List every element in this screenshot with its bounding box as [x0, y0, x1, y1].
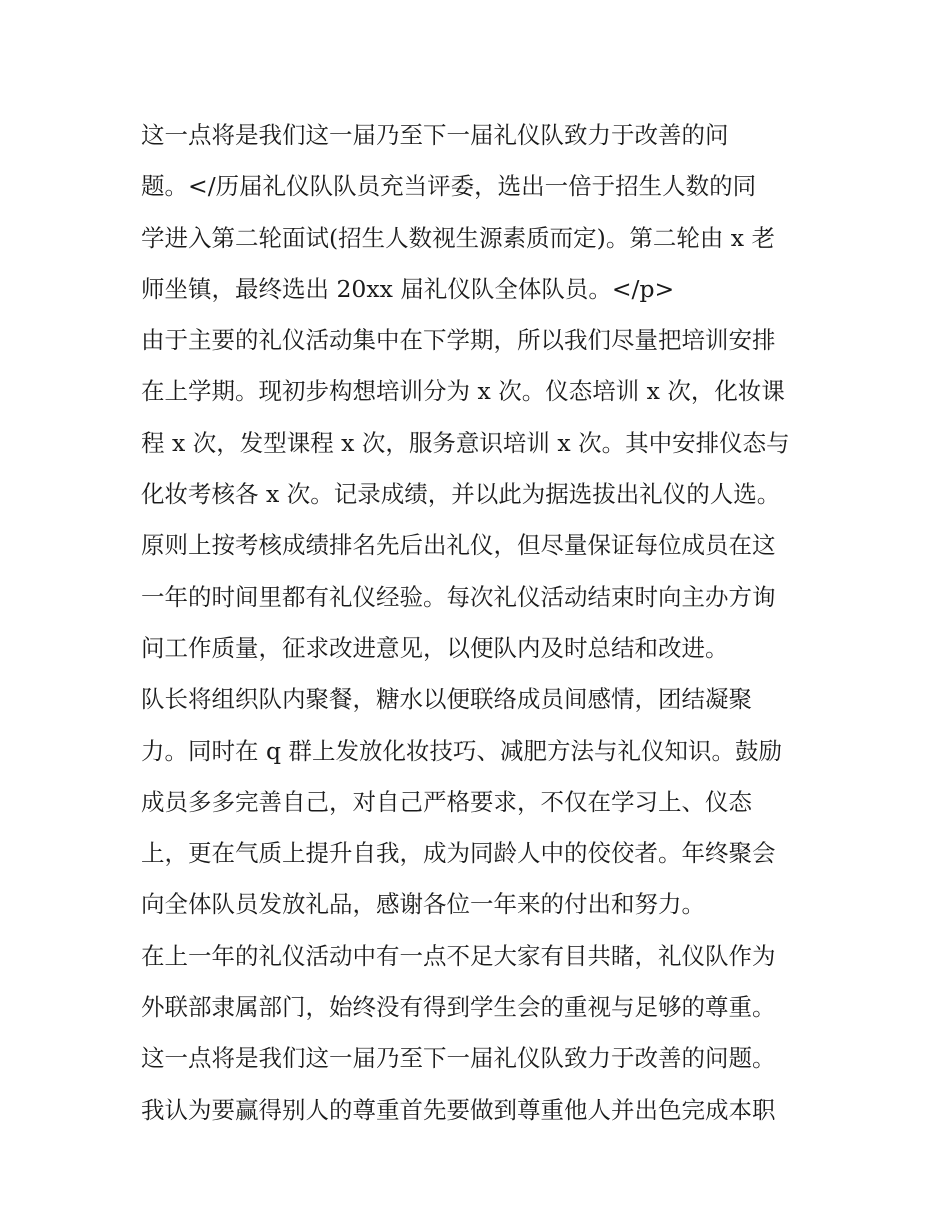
- text-line: 师坐镇，最终选出 20xx 届礼仪队全体队员。</p>: [141, 274, 675, 303]
- text-line: 向全体队员发放礼品，感谢各位一年来的付出和努力。: [141, 890, 705, 919]
- document-body-text: [141, 110, 831, 1136]
- text-line: 在上一年的礼仪活动中有一点不足大家有目共睹，礼仪队作为: [141, 941, 776, 970]
- text-line: 力。同时在 q 群上发放化妆技巧、减肥方法与礼仪知识。鼓励: [141, 736, 782, 765]
- text-line: 这一点将是我们这一届乃至下一届礼仪队致力于改善的问题。: [141, 1044, 776, 1073]
- text-line: 外联部隶属部门，始终没有得到学生会的重视与足够的尊重。: [141, 993, 776, 1022]
- text-line: 我认为要赢得别人的尊重首先要做到尊重他人并出色完成本职: [141, 1095, 776, 1124]
- text-line: 程 x 次，发型课程 x 次，服务意识培训 x 次。其中安排仪态与: [141, 428, 790, 457]
- text-line: 由于主要的礼仪活动集中在下学期，所以我们尽量把培训安排: [141, 326, 776, 355]
- text-line: 这一点将是我们这一届乃至下一届礼仪队致力于改善的问: [141, 121, 729, 149]
- text-line: 在上学期。现初步构想培训分为 x 次。仪态培训 x 次，化妆课: [141, 377, 785, 406]
- text-line: 一年的时间里都有礼仪经验。每次礼仪活动结束时向主办方询: [141, 582, 776, 611]
- text-line: 学进入第二轮面试(招生人数视生源素质而定)。第二轮由 x 老: [141, 223, 776, 252]
- text-line: 成员多多完善自己，对自己严格要求，不仅在学习上、仪态: [141, 787, 752, 816]
- text-line: 题。</历届礼仪队队员充当评委，选出一倍于招生人数的同: [141, 172, 757, 201]
- text-line: 上，更在气质上提升自我，成为同龄人中的佼佼者。年终聚会: [141, 839, 776, 868]
- text-line: 问工作质量，征求改进意见，以便队内及时总结和改进。: [141, 633, 729, 662]
- text-line: 队长将组织队内聚餐，糖水以便联络成员间感情，团结凝聚: [141, 685, 752, 714]
- text-line: 原则上按考核成绩排名先后出礼仪，但尽量保证每位成员在这: [141, 531, 776, 560]
- text-line: 化妆考核各 x 次。记录成绩，并以此为据选拔出礼仪的人选。: [141, 480, 781, 509]
